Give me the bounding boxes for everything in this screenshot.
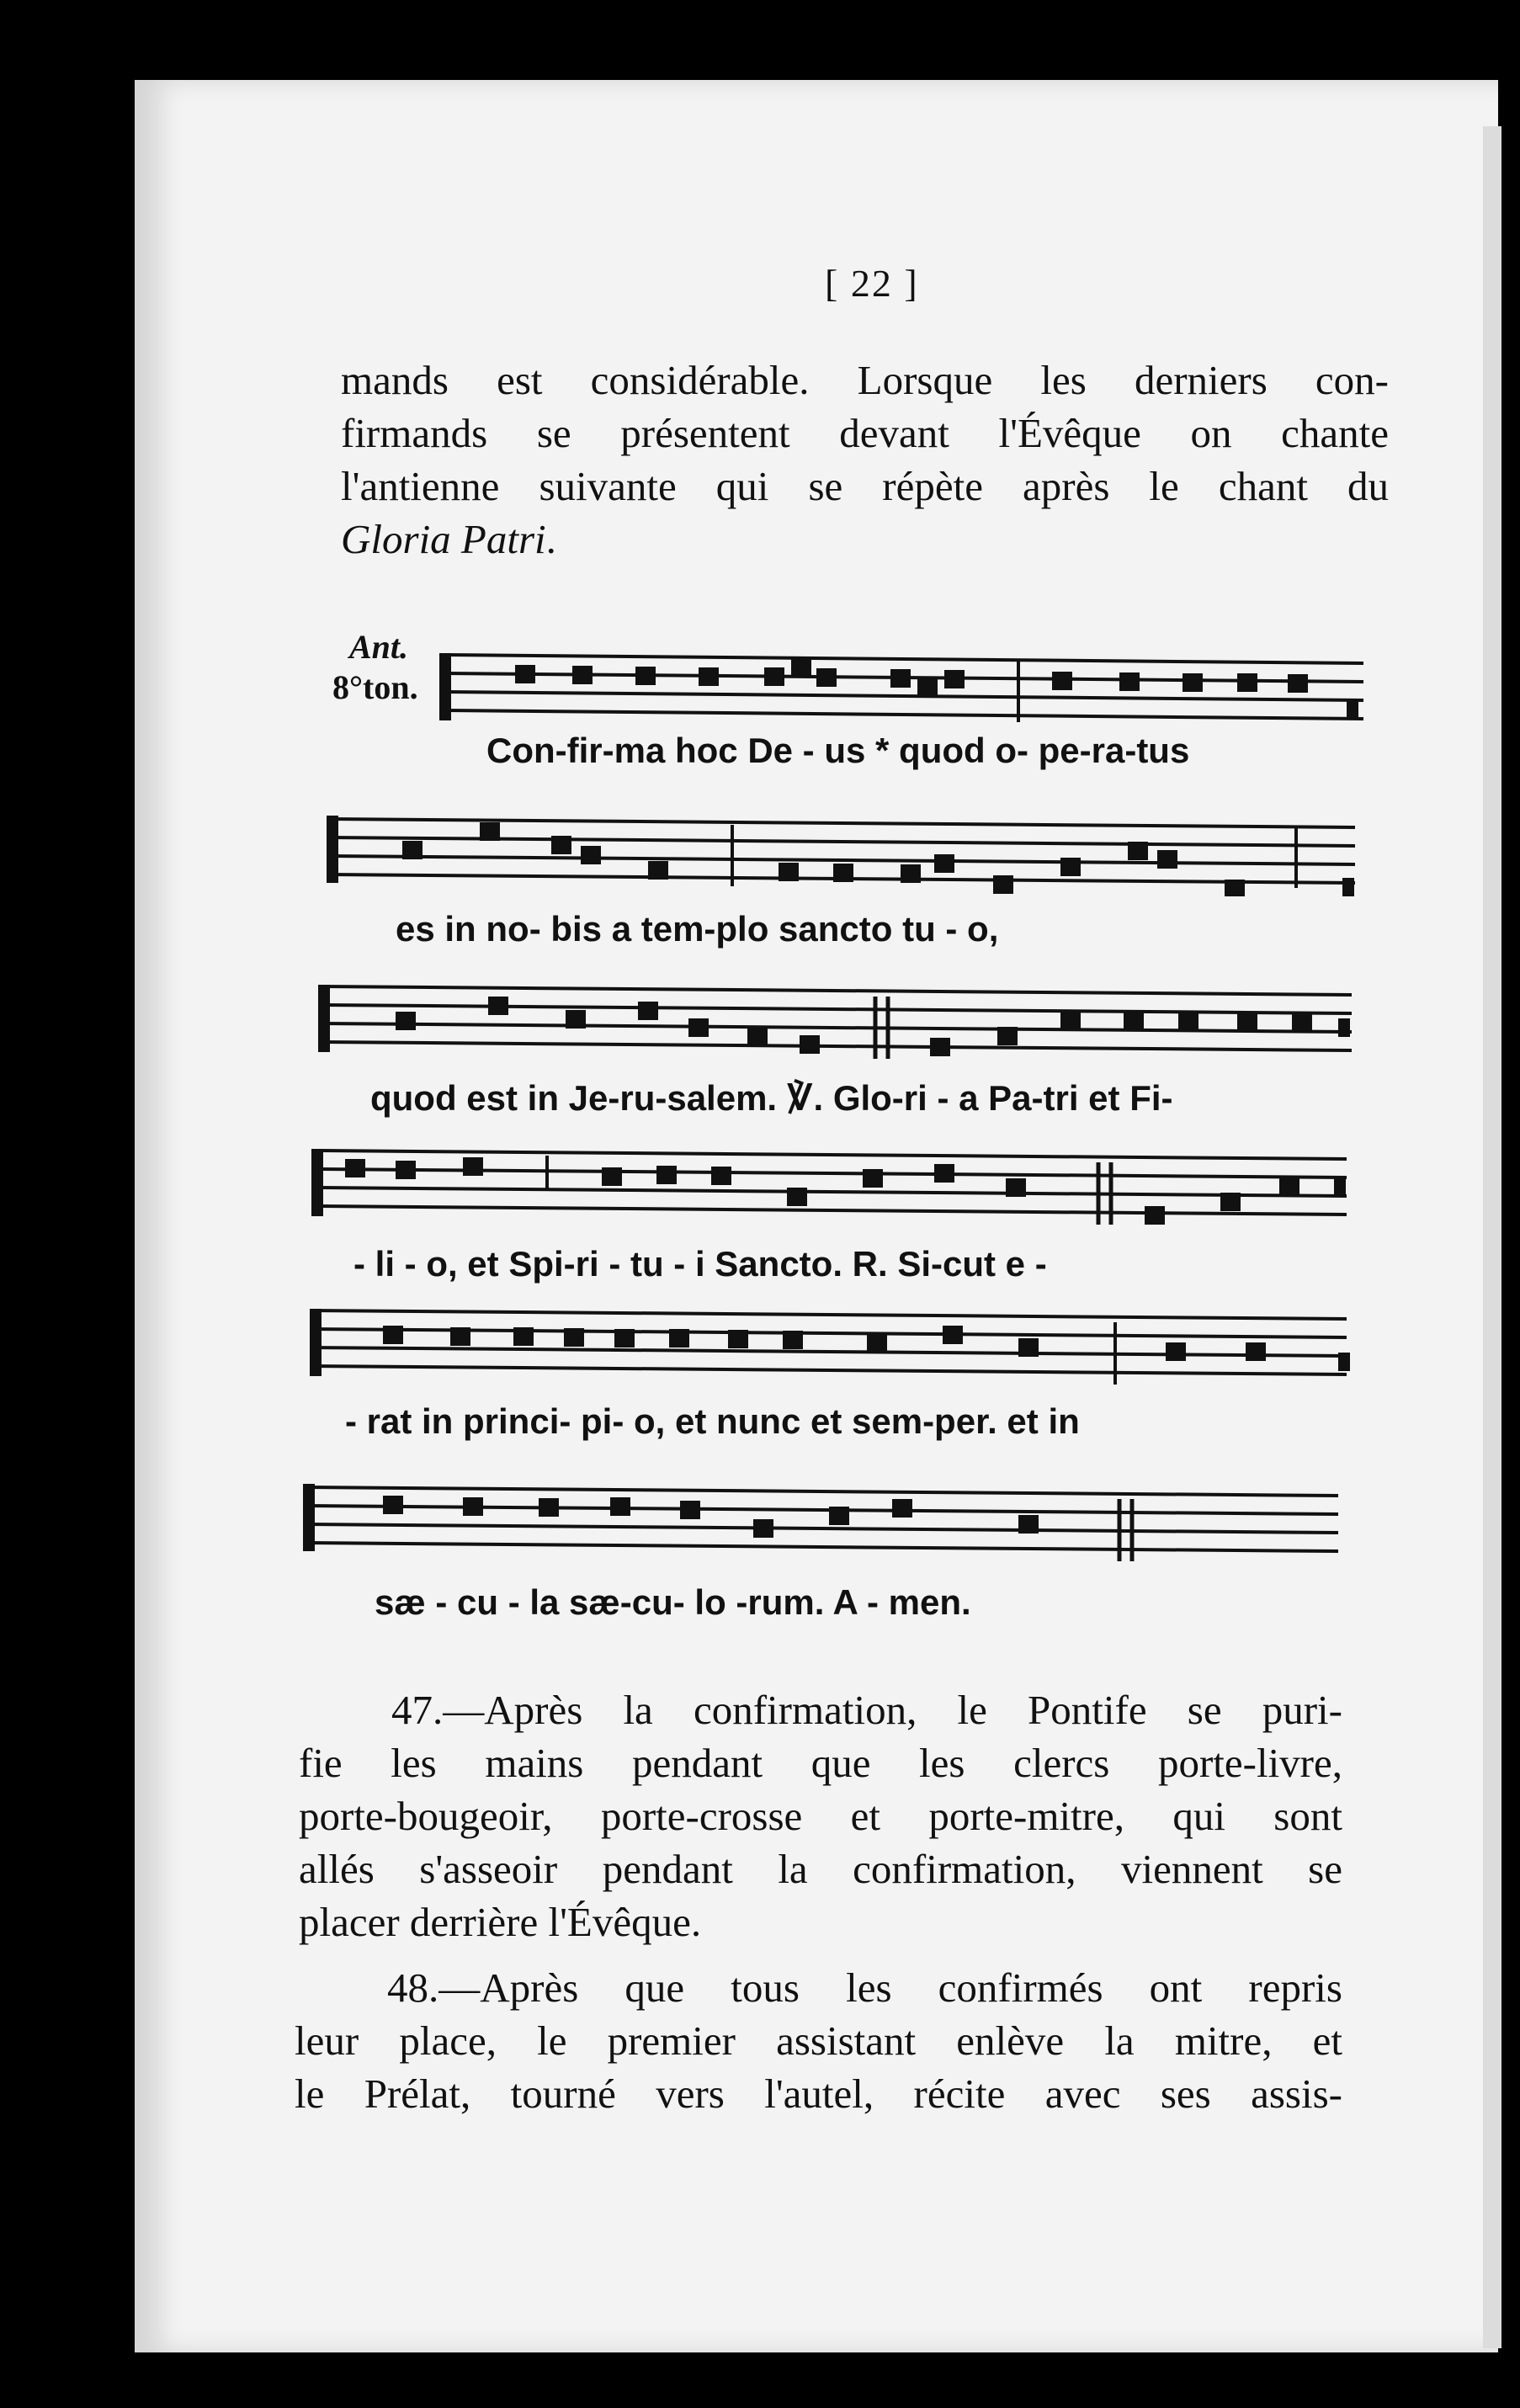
lyrics-line-4: - li - o, et Spi-ri - tu - i Sancto. R. Si-cut e -: [353, 1244, 1047, 1284]
para47-line-2: fie les mains pendant que les clercs porte-livre,: [299, 1740, 1342, 1786]
paragraph-48: [295, 1961, 1342, 2120]
page-edge: [1483, 126, 1501, 2348]
page-number: [ 22 ]: [825, 262, 919, 305]
intro-line-4-end: .: [545, 516, 556, 562]
mode-ant: Ant.: [349, 628, 409, 666]
intro-line-1: mands est considérable. Lorsque les derniers con-: [341, 357, 1389, 403]
gloria-patri-text: Gloria Patri: [341, 516, 546, 562]
chant-staff-5: [0, 1300, 1520, 1393]
lyrics-line-3: quod est in Je-ru-salem. ℣. Glo-ri - a Pa-tri et Fi-: [370, 1078, 1173, 1118]
para47-line-3: porte-bougeoir, porte-crosse et porte-mitre, qui sont: [299, 1793, 1342, 1839]
chant-staff-4: [0, 1140, 1520, 1233]
mode-tone: 8°ton.: [332, 668, 418, 706]
chant-staff-1: [0, 640, 1520, 732]
lyrics-line-6: sæ - cu - la sæ-cu- lo -rum. A - men.: [375, 1582, 971, 1622]
para47-line-1: 47.—Après la confirmation, le Pontife se puri-: [391, 1687, 1342, 1733]
intro-line-2: firmands se présentent devant l'Évêque on chante: [341, 410, 1389, 456]
lyrics-line-2: es in no- bis a tem-plo sancto tu - o,: [396, 909, 999, 949]
intro-line-4: [341, 513, 1389, 566]
para47-line-4: allés s'asseoir pendant la confirmation, viennent se: [299, 1846, 1342, 1892]
intro-line-3: l'antienne suivante qui se répète après le chant du: [341, 463, 1389, 509]
chant-staff-3: [0, 976, 1520, 1069]
intro-paragraph: [341, 353, 1389, 566]
lyrics-line-1: Con-fir-ma hoc De - us * quod o- pe-ra-tus: [486, 731, 1190, 770]
para47-line-5: placer derrière l'Évêque.: [299, 1899, 702, 1945]
para48-line-2: leur place, le premier assistant enlève la mitre, et: [295, 2017, 1342, 2064]
paragraph-47: [299, 1683, 1342, 1948]
chant-staff-6: [0, 1477, 1520, 1570]
chant-staff-2: [0, 804, 1520, 896]
lyrics-line-5: - rat in princi- pi- o, et nunc et sem-per. et in: [345, 1401, 1080, 1441]
para48-line-1: 48.—Après que tous les confirmés ont repris: [387, 1964, 1342, 2011]
para48-line-3: le Prélat, tourné vers l'autel, récite avec ses assis-: [295, 2070, 1342, 2117]
